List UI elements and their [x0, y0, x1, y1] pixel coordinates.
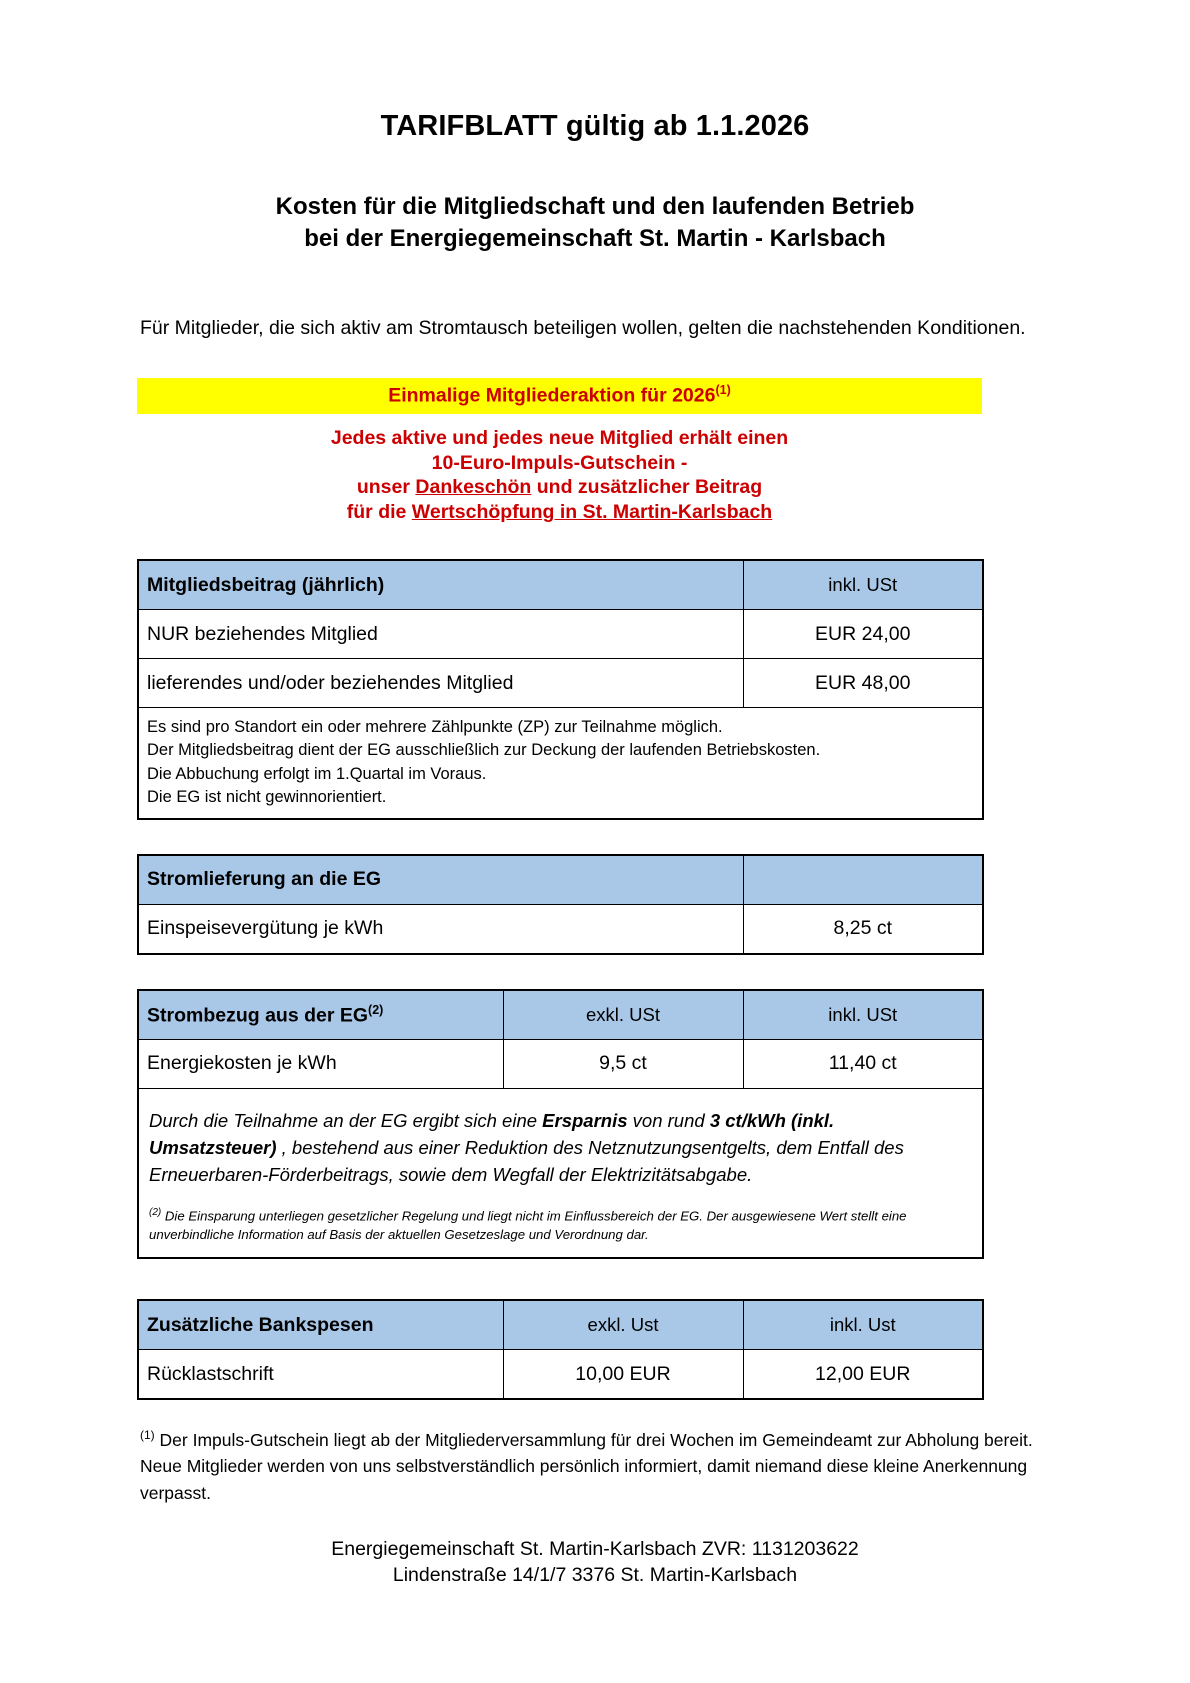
- table-row: [138, 1350, 983, 1400]
- spacer: [0, 525, 1190, 559]
- membership-row-0-label: NUR beziehendes Mitglied: [138, 610, 743, 659]
- page-title: TARIFBLATT gültig ab 1.1.2026: [380, 110, 810, 142]
- document-footer: [0, 1506, 1190, 1589]
- footer-line-1: Energiegemeinschaft St. Martin-Karlsbach ZVR: 1131203622: [331, 1537, 859, 1560]
- footnote-1: [0, 1400, 1190, 1506]
- delivery-row-0-label: Einspeisevergütung je kWh: [138, 904, 743, 954]
- intro-paragraph: Für Mitglieder, die sich aktiv am Stromtausch beteiligen wollen, gelten die nachstehenden Konditionen.: [140, 317, 1026, 340]
- delivery-row-0-value: 8,25 ct: [743, 904, 983, 954]
- consumption-header-label: [138, 990, 503, 1040]
- savings-part-2: von rund: [627, 1109, 710, 1131]
- membership-note-1: Der Mitgliedsbeitrag dient der EG ausschließlich zur Deckung der laufenden Betriebskosten.: [147, 741, 821, 760]
- table-notes-row: [138, 1088, 983, 1258]
- membership-note-3: Die EG ist nicht gewinnorientiert.: [147, 787, 387, 806]
- membership-note-2: Die Abbuchung erfolgt im 1.Quartal im Voraus.: [147, 764, 487, 783]
- table-row: [138, 610, 983, 659]
- footer-line-2: Lindenstraße 14/1/7 3376 St. Martin-Karlsbach: [392, 1564, 798, 1587]
- subtitle-line-1: Kosten für die Mitgliedschaft und den laufenden Betrieb: [275, 193, 915, 220]
- delivery-header-value: [743, 855, 983, 905]
- power-consumption-table: [137, 989, 984, 1259]
- membership-fee-table: [137, 559, 984, 819]
- membership-row-0-value: EUR 24,00: [743, 610, 983, 659]
- membership-header-label: Mitgliedsbeitrag (jährlich): [138, 560, 743, 610]
- membership-header-value: inkl. USt: [743, 560, 983, 610]
- promo-line-3-pre: unser: [356, 476, 416, 499]
- spacer: [0, 1259, 1190, 1299]
- table-row: [138, 904, 983, 954]
- consumption-row-0-excl: 9,5 ct: [503, 1039, 743, 1088]
- page-subtitle: [0, 143, 1190, 254]
- membership-note-0: Es sind pro Standort ein oder mehrere Zählpunkte (ZP) zur Teilnahme möglich.: [147, 718, 723, 737]
- savings-paragraph: [139, 1089, 982, 1197]
- consumption-footnote-marker: (2): [149, 1207, 162, 1219]
- promo-line-4-underlined: Wertschöpfung in St. Martin-Karlsbach: [411, 501, 773, 524]
- consumption-footnote: [139, 1196, 982, 1257]
- promo-line-1: Jedes aktive und jedes neue Mitglied erhält einen: [330, 426, 789, 449]
- bankfees-header-col2: exkl. Ust: [503, 1300, 743, 1350]
- table-header-row: [138, 855, 983, 905]
- table-row: [138, 1039, 983, 1088]
- promo-banner-footnote-marker: (1): [715, 383, 731, 398]
- promo-line-3-post: und zusätzlicher Beitrag: [531, 476, 763, 499]
- power-delivery-table: [137, 854, 984, 955]
- consumption-header-col3: inkl. USt: [743, 990, 983, 1040]
- consumption-header-col2: exkl. USt: [503, 990, 743, 1040]
- subtitle-line-2: bei der Energiegemeinschaft St. Martin - Karlsbach: [304, 224, 886, 252]
- membership-row-1-label: lieferendes und/oder beziehendes Mitglied: [138, 659, 743, 708]
- promo-block: [0, 378, 1190, 525]
- membership-notes: [138, 708, 983, 819]
- consumption-row-0-incl: 11,40 ct: [743, 1039, 983, 1088]
- table-header-row: [138, 560, 983, 610]
- savings-bold-2: 3 ct/kWh (inkl. Umsatzsteuer): [149, 1109, 835, 1158]
- spacer: [0, 955, 1190, 989]
- bankfees-header-col3: inkl. Ust: [743, 1300, 983, 1350]
- table-header-row: [138, 990, 983, 1040]
- savings-bold-1: Ersparnis: [542, 1109, 628, 1131]
- promo-line-3: [137, 475, 982, 500]
- savings-part-3: , bestehend aus einer Reduktion des Netznutzungsentgelts, dem Entfall des Erneuerbaren-Förderbeitrags, sowie dem Wegfall der Elektrizitätsabgabe.: [149, 1136, 904, 1186]
- savings-part-1: Durch die Teilnahme an der EG ergibt sich eine: [149, 1109, 543, 1131]
- footnote-1-text: Der Impuls-Gutschein liegt ab der Mitgliederversammlung für drei Wochen im Gemeindeamt zur Abholung bereit. Neue Mitglieder werden von uns selbstverständlich persönlich informiert, damit niemand diese kleine Anerkennung verpasst.: [140, 1430, 1033, 1503]
- spacer: [0, 820, 1190, 854]
- consumption-footnote-text: Die Einsparung unterliegen gesetzlicher Regelung und liegt nicht im Einflussbereich der EG. Der ausgewiesene Wert stellt eine unverbindliche Information auf Basis der aktuellen Gesetzeslage und Verordnung dar.: [149, 1208, 907, 1243]
- table-notes-row: [138, 708, 983, 819]
- promo-banner-text: Einmalige Mitgliederaktion für 2026: [388, 384, 716, 407]
- delivery-header-label: Stromlieferung an die EG: [138, 855, 743, 905]
- membership-row-1-value: EUR 48,00: [743, 659, 983, 708]
- promo-line-4: [137, 500, 982, 525]
- promo-line-4-pre: für die: [346, 501, 412, 524]
- table-row: [138, 659, 983, 708]
- bankfees-row-0-label: Rücklastschrift: [138, 1350, 503, 1400]
- consumption-notes-cell: [138, 1088, 983, 1258]
- promo-lines: [137, 414, 982, 526]
- bank-fees-table: [137, 1299, 984, 1400]
- promo-line-3-underlined: Dankeschön: [415, 476, 532, 499]
- footnote-1-marker: (1): [140, 1428, 155, 1443]
- bankfees-header-label: Zusätzliche Bankspesen: [138, 1300, 503, 1350]
- consumption-header-text: Strombezug aus der EG: [147, 1004, 369, 1027]
- promo-line-2: 10-Euro-Impuls-Gutschein -: [431, 451, 688, 474]
- promo-banner: [137, 378, 982, 414]
- bankfees-row-0-excl: 10,00 EUR: [503, 1350, 743, 1400]
- consumption-row-0-label: Energiekosten je kWh: [138, 1039, 503, 1088]
- bankfees-row-0-incl: 12,00 EUR: [743, 1350, 983, 1400]
- consumption-header-footnote-marker: (2): [368, 1002, 384, 1017]
- table-header-row: [138, 1300, 983, 1350]
